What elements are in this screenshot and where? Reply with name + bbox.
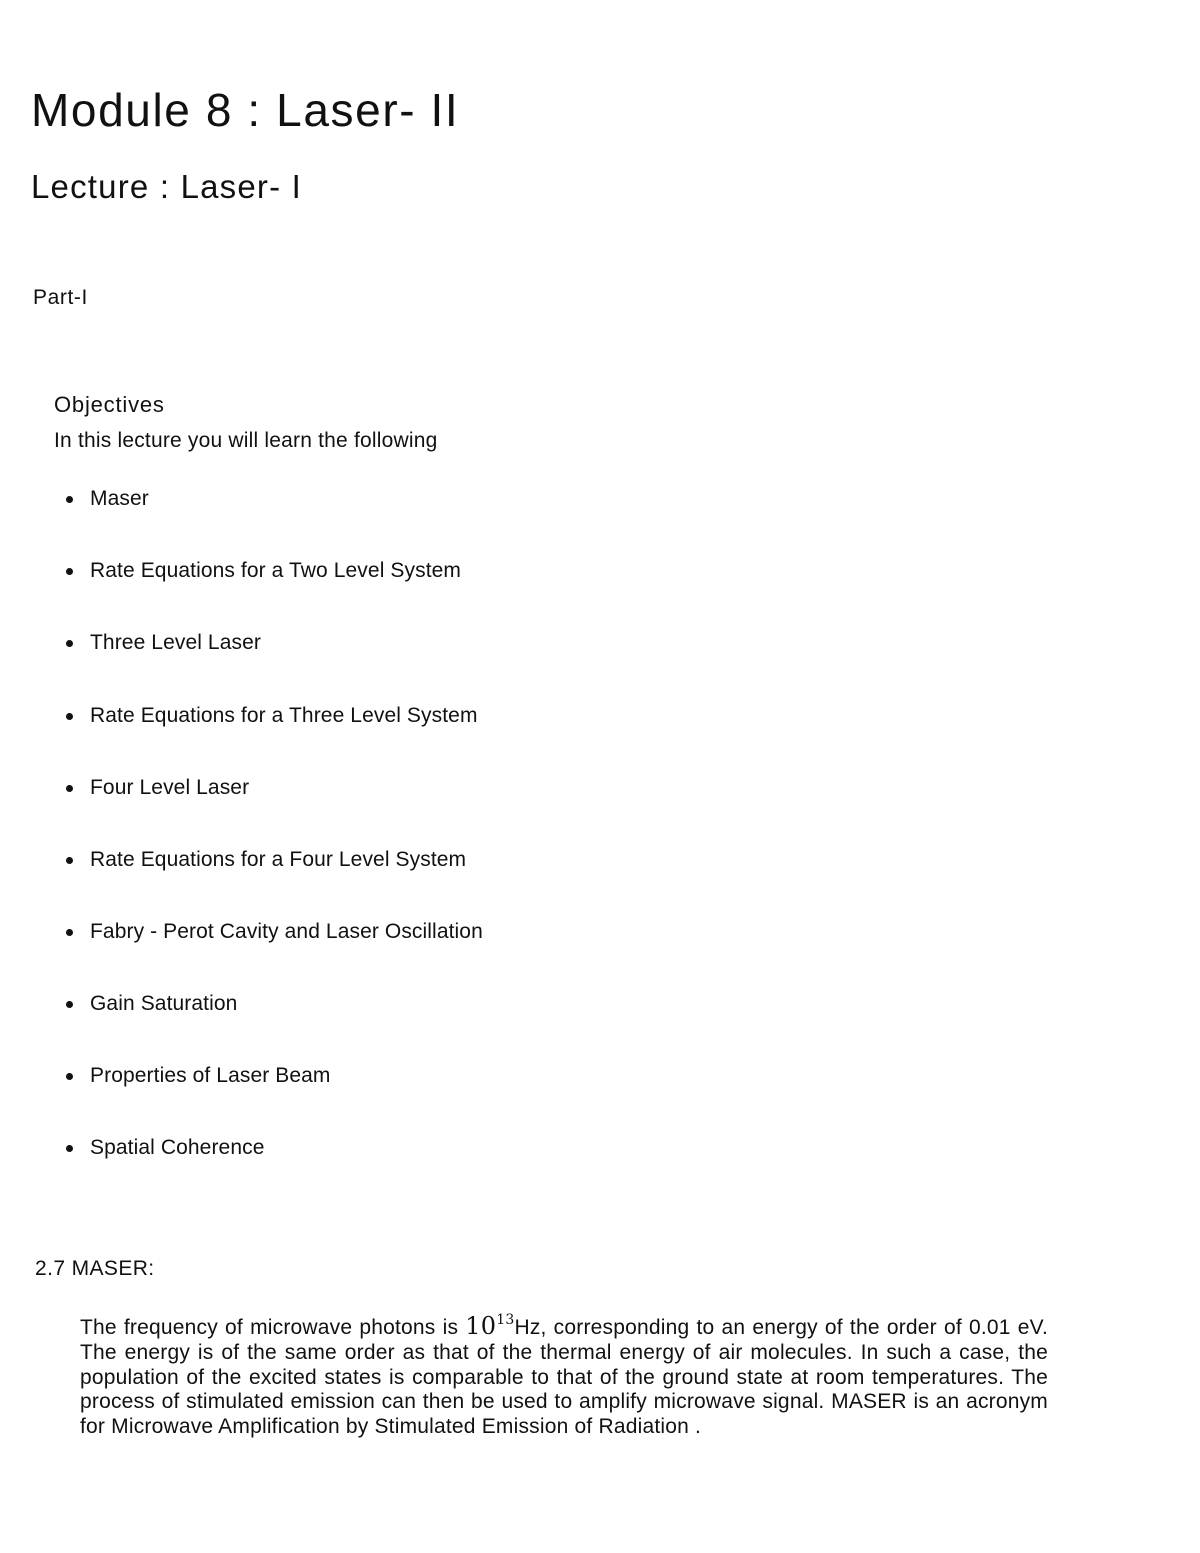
- bullet-icon: [66, 640, 73, 647]
- frequency-base: 10: [465, 1312, 497, 1340]
- objectives-heading: Objectives: [54, 392, 165, 417]
- list-item-label: Three Level Laser: [90, 631, 261, 654]
- part-label: Part-I: [33, 286, 88, 309]
- list-item-label: Four Level Laser: [90, 776, 250, 799]
- list-item-label: Fabry - Perot Cavity and Laser Oscillation: [90, 920, 483, 943]
- paragraph-text-start: The frequency of microwave photons is: [80, 1316, 466, 1339]
- lecture-title: Lecture : Laser- I: [31, 168, 303, 205]
- bullet-icon: [66, 785, 73, 792]
- paragraph-text-rest: Hz, corresponding to an energy of the order of 0.01 eV. The energy is of the same order as that of the thermal energy of air molecules. In such a case, the population of the excited states is comparable to that of the ground state at room temperatures. The process of stimulated emission can then be used to amplify microwave signal. MASER is an acronym for Microwave Amplification by Stimulated Emission of Radiation .: [80, 1316, 1048, 1439]
- list-item-label: Maser: [90, 487, 149, 510]
- bullet-icon: [66, 713, 73, 720]
- list-item: [66, 989, 237, 1019]
- maser-paragraph: [80, 1308, 1048, 1440]
- bullet-icon: [66, 857, 73, 864]
- objectives-intro: In this lecture you will learn the following: [54, 429, 438, 452]
- frequency-value: [465, 1312, 514, 1340]
- list-item-label: Rate Equations for a Three Level System: [90, 704, 478, 727]
- list-item: [66, 1133, 264, 1163]
- list-item: [66, 845, 466, 875]
- module-title: Module 8 : Laser- II: [31, 84, 460, 136]
- bullet-icon: [66, 1145, 73, 1152]
- bullet-icon: [66, 1001, 73, 1008]
- list-item: [66, 773, 249, 803]
- list-item: [66, 628, 261, 658]
- list-item: [66, 484, 149, 514]
- bullet-icon: [66, 1073, 73, 1080]
- frequency-exponent: 13: [496, 1312, 515, 1328]
- list-item-label: Gain Saturation: [90, 992, 238, 1015]
- bullet-icon: [66, 568, 73, 575]
- section-heading: 2.7 MASER:: [35, 1257, 155, 1280]
- list-item: [66, 917, 483, 947]
- bullet-icon: [66, 496, 73, 503]
- list-item: [66, 1061, 331, 1091]
- list-item-label: Spatial Coherence: [90, 1136, 265, 1159]
- bullet-icon: [66, 929, 73, 936]
- list-item: [66, 701, 478, 731]
- list-item: [66, 556, 461, 586]
- list-item-label: Rate Equations for a Two Level System: [90, 559, 462, 582]
- list-item-label: Properties of Laser Beam: [90, 1064, 331, 1087]
- list-item-label: Rate Equations for a Four Level System: [90, 848, 467, 871]
